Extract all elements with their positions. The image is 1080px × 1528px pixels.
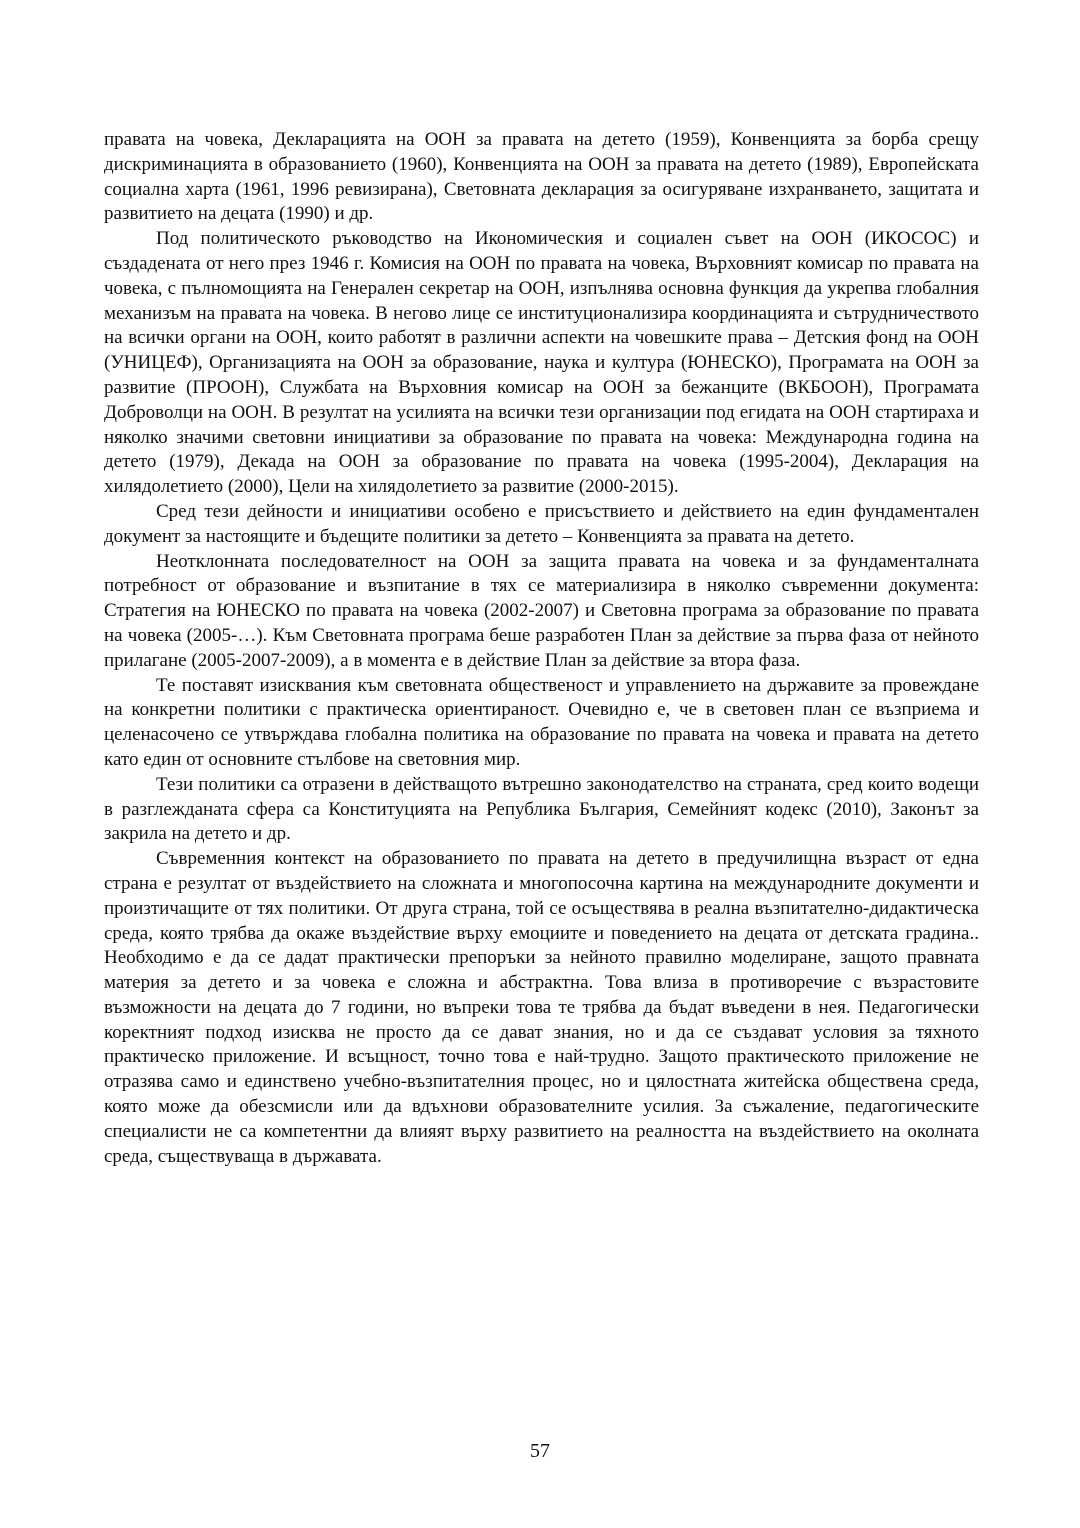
document-body — [104, 128, 979, 1169]
paragraph: Съвременния контекст на образованието по правата на детето в предучилищна възраст от една страна е резултат от въздействието на сложната и многопосочна картина на международните документи и произтичащите от тях политики. От друга страна, той се осъществява в реална възпитателно-дидактическа среда, която трябва да окаже въздействие върху емоциите и поведението на децата от детската градина.. Необходимо е да се дадат практически препоръки за нейното правилно моделиране, защото правната материя за детето и за човека е сложна и абстрактна. Това влиза в противоречие с възрастовите възможности на децата до 7 години, но въпреки това те трябва да бъдат въведени в нея. Педагогически коректният подход изисква не просто да се дават знания, но и да се създават условия за тяхното практическо приложение. И всъщност, точно това е най-трудно. Защото практическото приложение не отразява само и единствено учебно-възпитателния процес, но и цялостната житейска обществена среда, която може да обезсмисли или да вдъхнови образователните усилия. За съжаление, педагогическите специалисти не са компетентни да влияят върху развитието на реалността на въздействието на околната среда, съществуваща в държавата. — [104, 848, 979, 1167]
page-number: 57 — [530, 1440, 550, 1462]
paragraph-continuation: правата на човека, Декларацията на ООН за правата на детето (1959), Конвенцията за борба срещу дискриминацията в образованието (1960), Конвенцията на ООН за правата на детето (1989), Европейската социална харта (1961, 1996 ревизирана), Световната декларация за осигуряване изхранването, защитата и развитието на децата (1990) и др. — [104, 129, 979, 225]
paragraph: Под политическото ръководство на Икономическия и социален съвет на ООН (ИКОСОС) и създадената от него през 1946 г. Комисия на ООН по правата на човека, Върховният комисар по правата на човека, с пълномощията на Генерален секретар на ООН, изпълнява основна функция да укрепва глобалния механизъм на правата на човека. В негово лице се институционализира координацията и сътрудничеството на всички органи на ООН, които работят в различни аспекти на човешките права – Детския фонд на ООН (УНИЦЕФ), Организацията на ООН за образование, наука и култура (ЮНЕСКО), Програмата на ООН за развитие (ПРООН), Службата на Върховния комисар на ООН за бежанците (ВКБООН), Програмата Доброволци на ООН. В резултат на усилията на всички тези организации под егидата на ООН стартираха и няколко значими световни инициативи за образование по правата на човека: Международна година на детето (1979), Декада на ООН за образование по правата на човека (1995-2004), Декларация на хилядолетието (2000), Цели на хилядолетието за развитие (2000-2015). — [104, 228, 979, 498]
paragraph: Те поставят изисквания към световната общественост и управлението на държавите за провеждане на конкретни политики с практическа ориентираност. Очевидно е, че в световен план се възприема и целенасочено се утвърждава глобална политика на образование по правата на човека и правата на детето като един от основните стълбове на световния мир. — [104, 674, 979, 770]
paragraph: Тези политики са отразени в действащото вътрешно законодателство на страната, сред които водещи в разглежданата сфера са Конституцията на Република България, Семейният кодекс (2010), Законът за закрила на детето и др. — [104, 773, 979, 845]
paragraph: Неотклонната последователност на ООН за защита правата на човека и за фундаменталната потребност от образование и възпитание в тях се материализира в няколко съвременни документа: Стратегия на ЮНЕСКО по правата на човека (2002-2007) и Световна програма за образование по правата на човека (2005-…). Към Световната програма беше разработен План за действие за първа фаза от нейното прилагане (2005-2007-2009), а в момента е в действие План за действие за втора фаза. — [104, 550, 979, 671]
paragraph: Сред тези дейности и инициативи особено е присъствието и действието на един фундаментален документ за настоящите и бъдещите политики за детето – Конвенцията за правата на детето. — [104, 500, 979, 547]
